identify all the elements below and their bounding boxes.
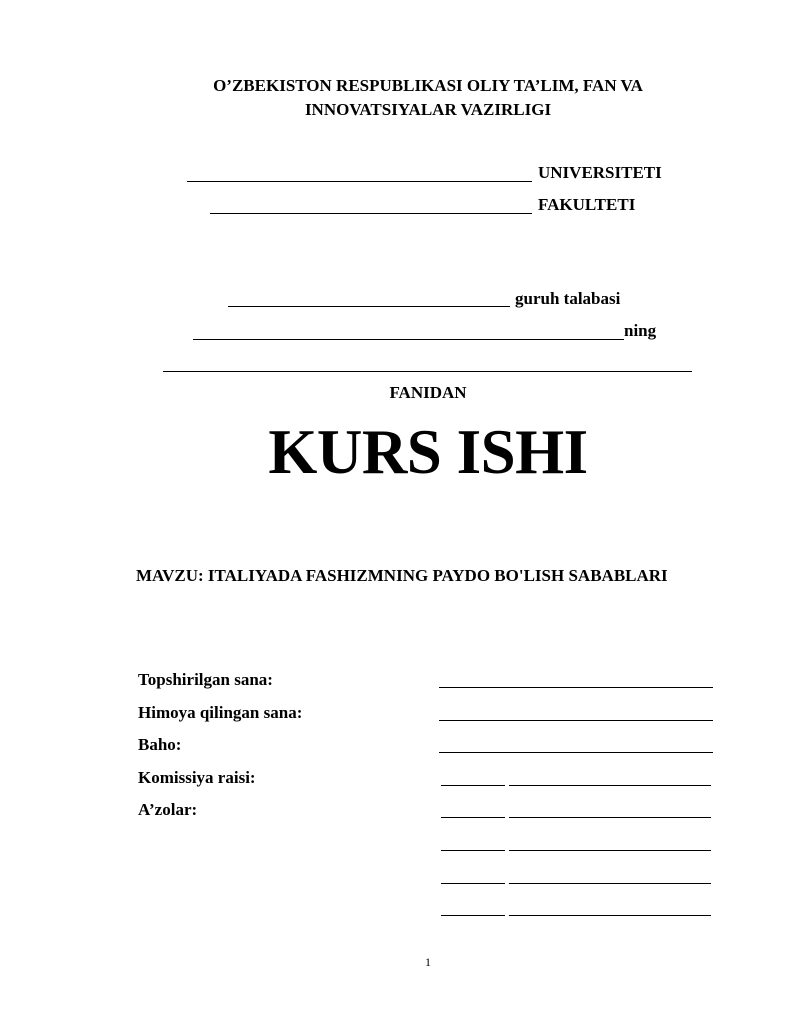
member-2-signature-blank: [441, 850, 505, 851]
ministry-line-1: O’ZBEKISTON RESPUBLIKASI OLIY TA’LIM, FAN VA: [213, 76, 643, 95]
topic-text: MAVZU: ITALIYADA FASHIZMNING PAYDO BO'LISH SABABLARI: [136, 566, 668, 585]
group-blank: [228, 306, 510, 307]
defended-label: Himoya qilingan sana:: [138, 703, 303, 722]
member-3-signature-blank: [441, 883, 505, 884]
submitted-label: Topshirilgan sana:: [138, 670, 273, 689]
member-2-name-blank: [509, 850, 711, 851]
submitted-blank: [439, 687, 713, 688]
faculty-label: FAKULTETI: [538, 195, 636, 214]
chair-signature-blank: [441, 785, 505, 786]
ministry-line-2: INNOVATSIYALAR VAZIRLIGI: [304, 100, 552, 119]
member-1-signature-blank: [441, 817, 505, 818]
member-1-name-blank: [509, 817, 711, 818]
grade-blank: [439, 752, 713, 753]
document-title: KURS ISHI: [268, 417, 588, 487]
university-blank: [187, 181, 532, 182]
faculty-blank: [210, 213, 532, 214]
members-label: A’zolar:: [138, 800, 198, 819]
chair-label: Komissiya raisi:: [138, 768, 256, 787]
subject-label: FANIDAN: [389, 383, 467, 402]
member-4-signature-blank: [441, 915, 505, 916]
defended-blank: [439, 720, 713, 721]
page-number: 1: [425, 955, 431, 969]
subject-blank: [163, 371, 692, 372]
ning-label: ning: [624, 321, 657, 340]
group-label: guruh talabasi: [515, 289, 621, 308]
ministry-heading: [0, 74, 800, 122]
chair-name-blank: [509, 785, 711, 786]
student-name-blank: [193, 339, 624, 340]
member-3-name-blank: [509, 883, 711, 884]
grade-label: Baho:: [138, 735, 182, 754]
member-4-name-blank: [509, 915, 711, 916]
university-label: UNIVERSITETI: [538, 163, 662, 182]
